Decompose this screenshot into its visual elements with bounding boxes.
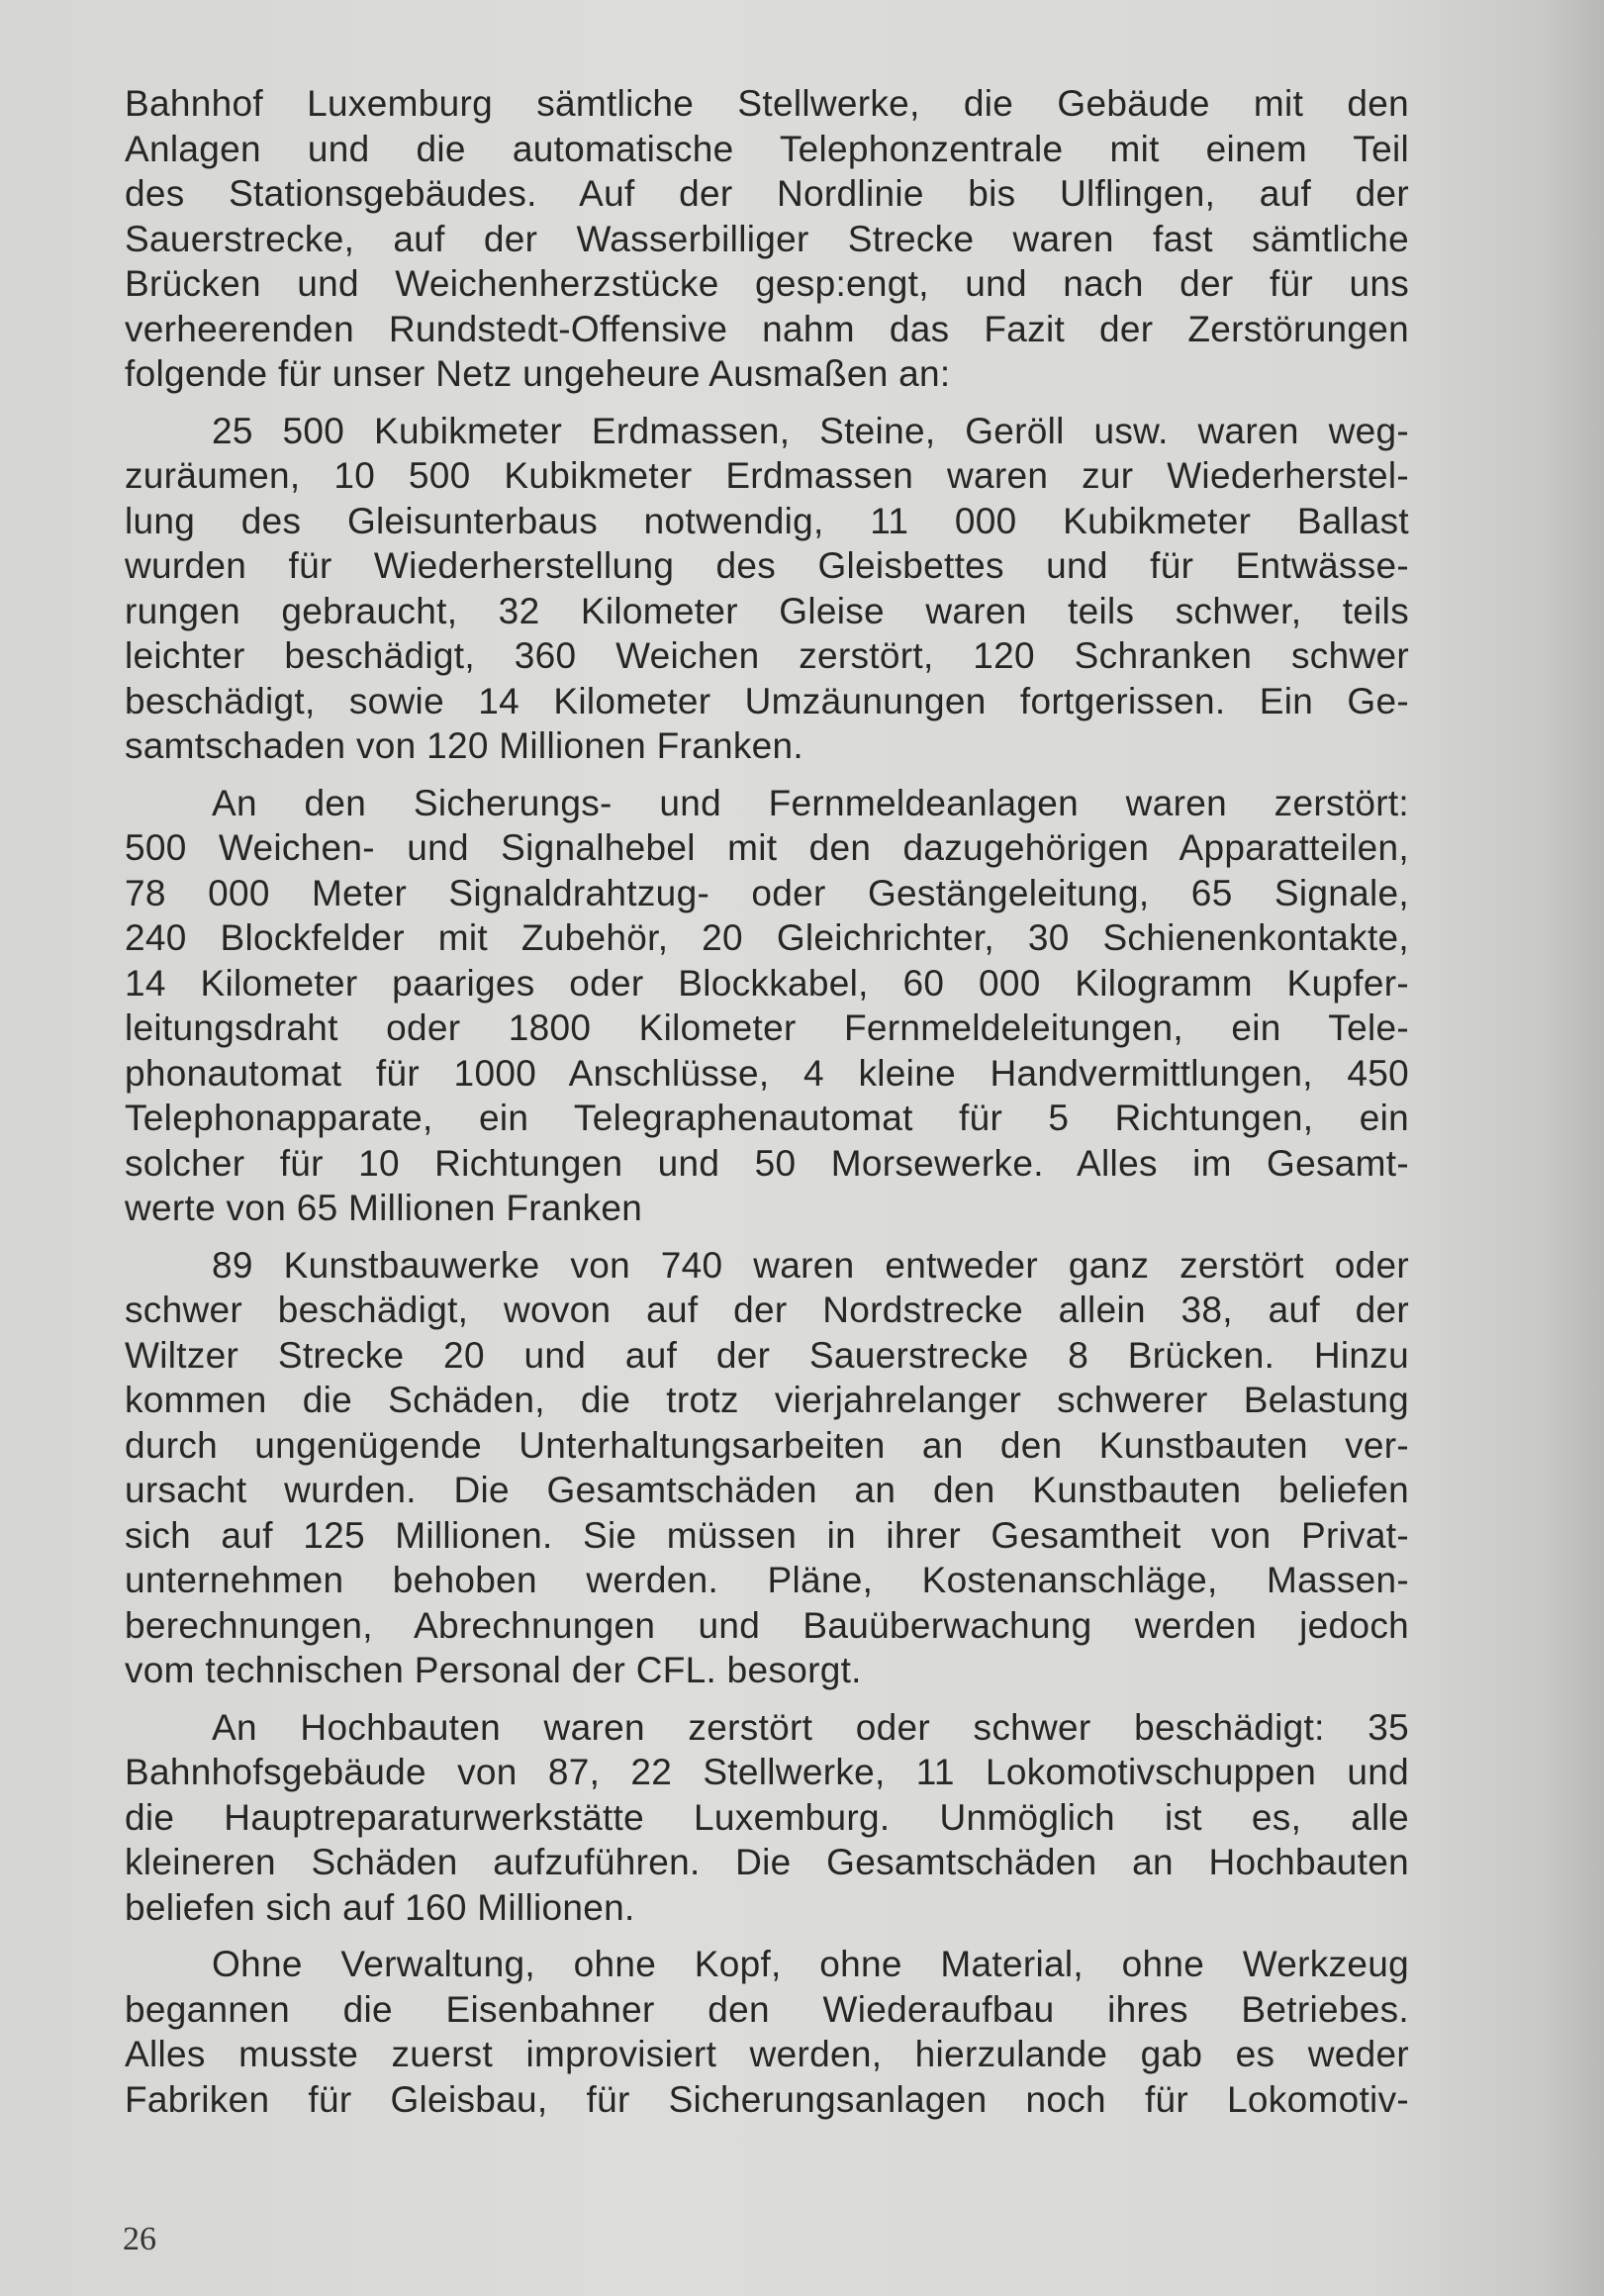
text-line: leitungsdraht oder 1800 Kilometer Fernmeldeleitungen, ein Tele- (125, 1007, 1409, 1048)
page-body (125, 81, 1409, 2134)
text-line: 89 Kunstbauwerke von 740 waren entweder ganz zerstört oder (212, 1244, 1409, 1286)
text-line: Brücken und Weichenherzstücke gesp:engt, und nach der für uns (125, 263, 1409, 304)
text-line: des Stationsgebäudes. Auf der Nordlinie bis Ulflingen, auf der (125, 173, 1409, 214)
text-line: Telephonapparate, ein Telegraphenautomat für 5 Richtungen, ein (125, 1098, 1409, 1138)
text-line: 500 Weichen- und Signalhebel mit den dazugehörigen Apparatteilen, (125, 827, 1409, 868)
text-line: Sauerstrecke, auf der Wasserbilliger Strecke waren fast sämtliche (125, 218, 1409, 259)
paragraph (125, 781, 1409, 1231)
text-line: unternehmen behoben werden. Pläne, Kostenanschläge, Massen- (125, 1560, 1409, 1600)
text-line: ursacht wurden. Die Gesamtschäden an den Kunstbauten beliefen (125, 1470, 1409, 1510)
paragraph (125, 1942, 1409, 2122)
text-line: begannen die Eisenbahner den Wiederaufbau ihres Betriebes. (125, 1988, 1409, 2030)
text-line: beliefen sich auf 160 Millionen. (125, 1886, 635, 1928)
text-line: folgende für unser Netz ungeheure Ausmaßen an: (125, 353, 951, 394)
text-line: Anlagen und die automatische Telephonzentrale mit einem Teil (125, 128, 1409, 169)
paragraph (125, 1243, 1409, 1693)
text-line: leichter beschädigt, 360 Weichen zerstört, 120 Schranken schwer (125, 635, 1409, 676)
text-line: rungen gebraucht, 32 Kilometer Gleise waren teils schwer, teils (125, 590, 1409, 631)
text-line: zuräumen, 10 500 Kubikmeter Erdmassen waren zur Wiederherstel- (125, 455, 1409, 496)
text-line: schwer beschädigt, wovon auf der Nordstrecke allein 38, auf der (125, 1290, 1409, 1330)
page-number: 26 (123, 2221, 156, 2257)
paragraph (125, 81, 1409, 397)
text-line: Alles musste zuerst improvisiert werden, hierzulande gab es weder (125, 2034, 1409, 2074)
text-line: wurden für Wiederherstellung des Gleisbettes und für Entwässe- (125, 545, 1409, 586)
text-line: kleineren Schäden aufzuführen. Die Gesamtschäden an Hochbauten (125, 1842, 1409, 1882)
text-line: beschädigt, sowie 14 Kilometer Umzäunungen fortgerissen. Ein Ge- (125, 680, 1409, 721)
text-line: sich auf 125 Millionen. Sie müssen in ihrer Gesamtheit von Privat- (125, 1514, 1409, 1556)
text-line: phonautomat für 1000 Anschlüsse, 4 kleine Handvermittlungen, 450 (125, 1052, 1409, 1094)
text-line: durch ungenügende Unterhaltungsarbeiten an den Kunstbauten ver- (125, 1424, 1409, 1466)
text-line: Fabriken für Gleisbau, für Sicherungsanlagen noch für Lokomotiv- (125, 2078, 1409, 2120)
text-line: An Hochbauten waren zerstört oder schwer beschädigt: 35 (212, 1706, 1409, 1748)
text-line: Bahnhof Luxemburg sämtliche Stellwerke, die Gebäude mit den (125, 83, 1409, 124)
text-line: Wiltzer Strecke 20 und auf der Sauerstrecke 8 Brücken. Hinzu (125, 1334, 1409, 1376)
text-line: Ohne Verwaltung, ohne Kopf, ohne Material, ohne Werkzeug (212, 1944, 1409, 1984)
text-line: verheerenden Rundstedt-Offensive nahm das Fazit der Zerstörungen (125, 308, 1409, 349)
text-line: An den Sicherungs- und Fernmeldeanlagen waren zerstört: (212, 782, 1409, 823)
paragraph (125, 409, 1409, 769)
paragraph (125, 1705, 1409, 1931)
text-line: vom technischen Personal der CFL. besorgt. (125, 1650, 862, 1690)
text-line: kommen die Schäden, die trotz vierjahrelanger schwerer Belastung (125, 1380, 1409, 1420)
text-line: solcher für 10 Richtungen und 50 Morsewerke. Alles im Gesamt- (125, 1142, 1409, 1184)
text-line: 25 500 Kubikmeter Erdmassen, Steine, Geröll usw. waren weg- (212, 410, 1409, 451)
text-line: samtschaden von 120 Millionen Franken. (125, 725, 803, 766)
text-line: 14 Kilometer paariges oder Blockkabel, 60 000 Kilogramm Kupfer- (125, 962, 1409, 1004)
text-line: die Hauptreparaturwerkstätte Luxemburg. Unmöglich ist es, alle (125, 1796, 1409, 1838)
text-line: 78 000 Meter Signaldrahtzug- oder Gestängeleitung, 65 Signale, (125, 872, 1409, 913)
text-line: berechnungen, Abrechnungen und Bauüberwachung werden jedoch (125, 1604, 1409, 1646)
text-line: werte von 65 Millionen Franken (125, 1188, 643, 1228)
text-line: lung des Gleisunterbaus notwendig, 11 000 Kubikmeter Ballast (125, 500, 1409, 541)
text-line: 240 Blockfelder mit Zubehör, 20 Gleichrichter, 30 Schienenkontakte, (125, 917, 1409, 958)
text-line: Bahnhofsgebäude von 87, 22 Stellwerke, 11 Lokomotivschuppen und (125, 1752, 1409, 1792)
